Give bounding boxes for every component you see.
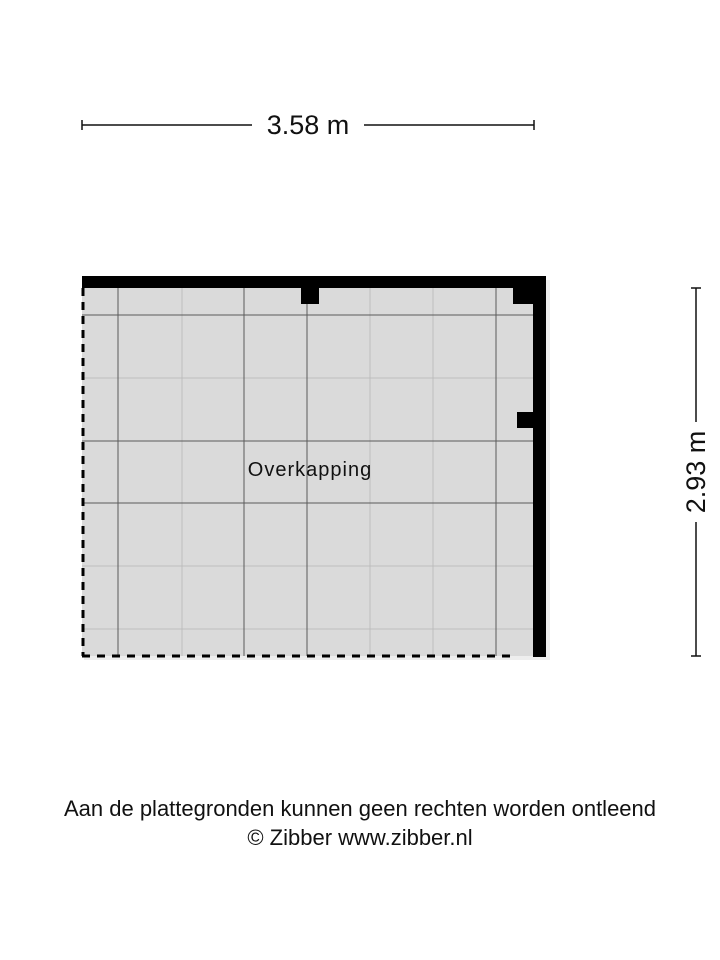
width-dimension-label: 3.58 m — [252, 108, 364, 142]
room-label-overkapping: Overkapping — [247, 459, 373, 481]
wall-right — [533, 276, 546, 657]
height-dimension-label: 2.93 m — [679, 422, 713, 522]
pillar-right-middle — [517, 412, 533, 428]
wall-top — [82, 276, 546, 288]
disclaimer-text: Aan de plattegronden kunnen geen rechten worden ontleend — [63, 796, 657, 821]
copyright-text: © Zibber www.zibber.nl — [247, 825, 473, 850]
pillar-top-middle — [301, 288, 319, 304]
pillar-top-right — [513, 288, 533, 304]
